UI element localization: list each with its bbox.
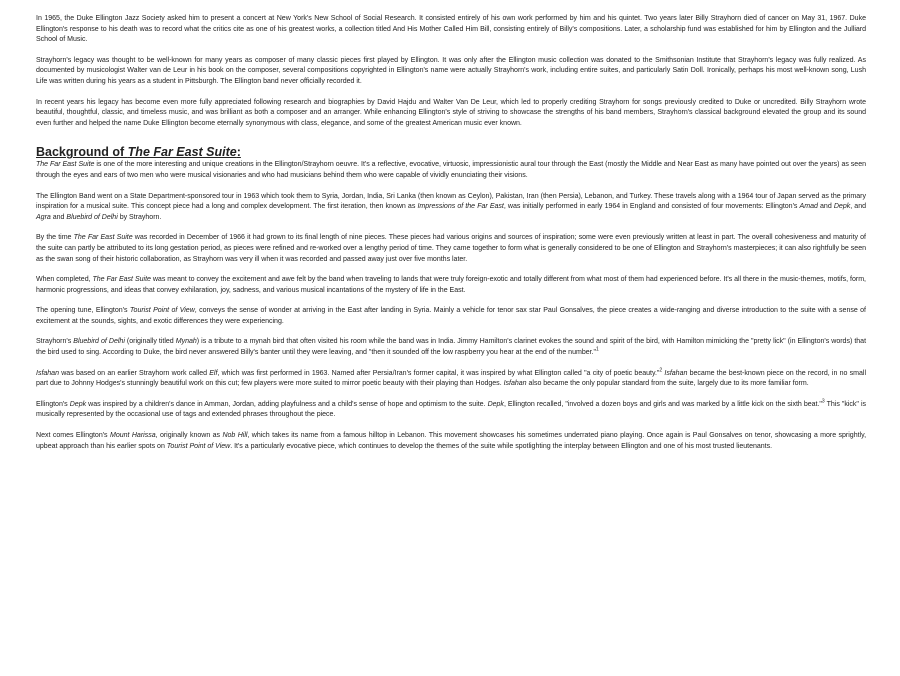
work-title: Mynah (175, 338, 197, 346)
work-title: Depk (833, 203, 851, 211)
heading-suffix: : (236, 145, 241, 160)
text-run: The opening tune, Ellington's (36, 307, 130, 315)
paragraph-background-3 (36, 233, 866, 265)
work-title: Elf (209, 369, 218, 377)
work-title: The Far East Suite (36, 161, 95, 169)
footnote-marker: 3 (821, 398, 825, 405)
section-heading (36, 145, 866, 159)
text-run: , conveys the sense of wonder at arriving in the East after landing in Syria. Mainly a vehicle for tenor sax star Paul Gonsalves, the piece creates a wide-ranging and diverse introduction to the suite with a sense of excitement at the sounds, sights, and exotic differences they were experiencing. (36, 307, 866, 325)
text-run: This "kick" is musically represented by the occasional use of tags and extended phrases throughout the piece. (36, 400, 866, 419)
work-title: Amad (799, 203, 818, 211)
work-title: Bluebird of Delhi (66, 213, 118, 221)
text-run: When completed, (36, 276, 93, 284)
work-title: Tourist Point of View (166, 442, 231, 450)
work-title: Nob Hill (222, 432, 248, 440)
text-run: , which was first performed in 1963. Named after Persia/Iran's former capital, it was inspired by what Ellington called "a city of poetic beauty." (217, 369, 660, 377)
text-run: ) is a tribute to a mynah bird that often visited his room while the band was in India. Jimmy Hamilton's clarinet evokes the sound and spirit of the bird, with Hamilton mimicking the "pretty lick" (in Ellington's words) that the bird used to sing. According to Duke, the bird never answered Billy's banter until they were leaving, and "then it sounded off the low raspberry you hear at the end of the number." (36, 338, 867, 357)
text-run: Ellington's (36, 400, 70, 408)
work-title: Isfahan (664, 369, 688, 377)
text-run: became the best-known piece on the record, in no small part due to Johnny Hodges's stunningly beautiful work on this cut; few players were more suited to mirror poetic beauty with their playing than Hodges. (36, 369, 866, 388)
work-title: The Far East Suite (73, 234, 133, 242)
footnote-marker: 2 (659, 367, 663, 374)
paragraph-intro-3: In recent years his legacy has become even more fully appreciated following research and biographies by David Hajdu and Walter Van De Leur, which led to properly crediting Strayhorn for songs previously credited to Duke or uncredited. Billy Strayhorn wrote beautiful, thoughtful, classic, and timeless music, and was brilliant as both a composer and an arranger. While enhancing Ellington's style of striving to showcase the strengths of his band members, Strayhorn's classical background elevated the group and its sound even further and helped the name Duke Ellington become eternally synonymous with class, elegance, and some of the greatest American music ever known. (36, 98, 866, 127)
text-run: By the time (36, 234, 74, 242)
work-title: Tourist Point of View (129, 307, 195, 315)
paragraph-background-5 (36, 306, 866, 327)
text-run: . It's a particularly evocative piece, which continues to develop the themes of the suite while spotlighting the interplay between Ellington and one of his most trusted lieutenants. (230, 442, 773, 450)
text-run: , was initially performed in early 1964 in England and consisted of four movements: Ellington's (503, 203, 800, 211)
text-run: , originally known as (155, 432, 223, 440)
heading-title: The Far East Suite (127, 145, 237, 160)
text-run: and (817, 203, 834, 211)
work-title: Depk (487, 400, 504, 408)
text-run: was meant to convey the excitement and awe felt by the band when traveling to lands that were truly foreign-exotic and totally different from what most of them had experienced before. It's all there in the music-themes, motifs, form, harmonic progressions, and ideas that convey exhilaration, joy, sadness, and various musical incantations of the mystery of life in the East. (36, 276, 867, 294)
work-title: Agra (36, 213, 51, 221)
work-title: Isfahan (503, 380, 527, 388)
paragraph-background-4 (36, 275, 866, 296)
paragraph-intro-2: Strayhorn's legacy was thought to be well-known for many years as composer of many classic pieces first played by Ellington. It was only after the Ellington music collection was donated to the Smithsonian Institute that Strayhorn's legacy was fully realized. As documented by musicologist Walter van de Leur in his book on the composer, several compositions copyrighted in Ellington's name were actually Strayhorn's work, including entire suites, and particularly Satin Doll. Ironically, perhaps his most well-known song, Lush Life was written during his years as a student in Pittsburgh. The Ellington band never officially recorded it. (36, 56, 866, 85)
paragraph-background-9 (36, 431, 866, 452)
paragraph-background-8 (36, 400, 866, 421)
work-title: Impressions of the Far East (417, 203, 504, 211)
text-run: (originally titled (124, 338, 176, 346)
paragraph-background-1 (36, 160, 866, 181)
text-run: was recorded in December of 1966 it had grown to its final length of nine pieces. These pieces had various origins and sources of inspiration; some were even previously written at least in part. The overall cohesiveness and maturity of the suite can partly be attributed to its long gestation period, as pieces were refined and re-worked over a lengthy period of time. They came together to form what is generally considered to be one of Ellington and Strayhorn's masterpieces; it can also rightfully be seen as the swan song of their historic collaboration, as Strayhorn was very ill when it was recorded and passed away just over five months later. (36, 234, 866, 263)
text-run: was based on an earlier Strayhorn work called (58, 369, 210, 377)
paragraph-intro-1: In 1965, the Duke Ellington Jazz Society asked him to present a concert at New York's New School of Social Research. It consisted entirely of his own work performed by him and his quintet. Two years later Billy Strayhorn died of cancer on May 31, 1967. Duke Ellington's response to his death was to record what the critics cite as one of his greatest works, a collection titled And His Mother Called Him Bill, consisting entirely of Billy's compositions. Later, a scholarship fund was established for him by Ellington and the Julliard School of Music. (36, 15, 866, 44)
text-run: was inspired by a children's dance in Amman, Jordan, adding playfulness and a child's sense of hope and optimism to the suite. (86, 400, 488, 408)
text-run: Strayhorn's (36, 338, 74, 346)
paragraph-background-2 (36, 192, 866, 224)
work-title: The Far East Suite (92, 276, 151, 284)
text-run: The Ellington Band went on a State Department-sponsored tour in 1963 which took them to Syria, Jordan, India, Sri Lanka (then known as Ceylon), Pakistan, Iran (then Persia), Lebanon, and Turkey. These travels along with a 1964 tour of Japan served as the primary inspiration for a musical suite. This concept piece had a long and complex development. The first iteration, then known as (36, 192, 866, 211)
work-title: Mount Harissa (109, 432, 156, 440)
footnote-marker: 1 (595, 346, 599, 353)
work-title: Depk (69, 400, 87, 408)
text-run: , Ellington recalled, "involved a dozen boys and girls and was marked by a little kick on the sixth beat." (503, 400, 822, 408)
text-run: by Strayhorn. (117, 213, 162, 221)
text-run: , which takes its name from a famous hilltop in Lebanon. This movement showcases his sometimes underrated piano playing. Once again is Paul Gonsalves on tenor, showcasing a more sprightly, upbeat approach than his earlier spots on (36, 432, 867, 450)
work-title: Isfahan (36, 369, 59, 377)
text-run: is one of the more interesting and unique creations in the Ellington/Strayhorn oeuvre. It's a reflective, evocative, virtuosic, impressionistic aural tour through the East (mostly the Middle and Near East as many have pointed out over the years) as seen through the eyes and ears of two men who were musical visionaries and who had musicians behind them who were capable of vividly enunciating their visions. (36, 161, 866, 179)
paragraph-background-6 (36, 337, 866, 358)
text-run: also became the only popular standard from the suite, largely due to its more familiar form. (526, 380, 809, 388)
heading-prefix: Background of (36, 145, 128, 160)
text-run: Next comes Ellington's (36, 432, 110, 440)
text-run: , and (850, 203, 866, 211)
text-run: and (50, 213, 67, 221)
paragraph-background-7 (36, 369, 866, 390)
work-title: Bluebird of Delhi (73, 338, 125, 346)
